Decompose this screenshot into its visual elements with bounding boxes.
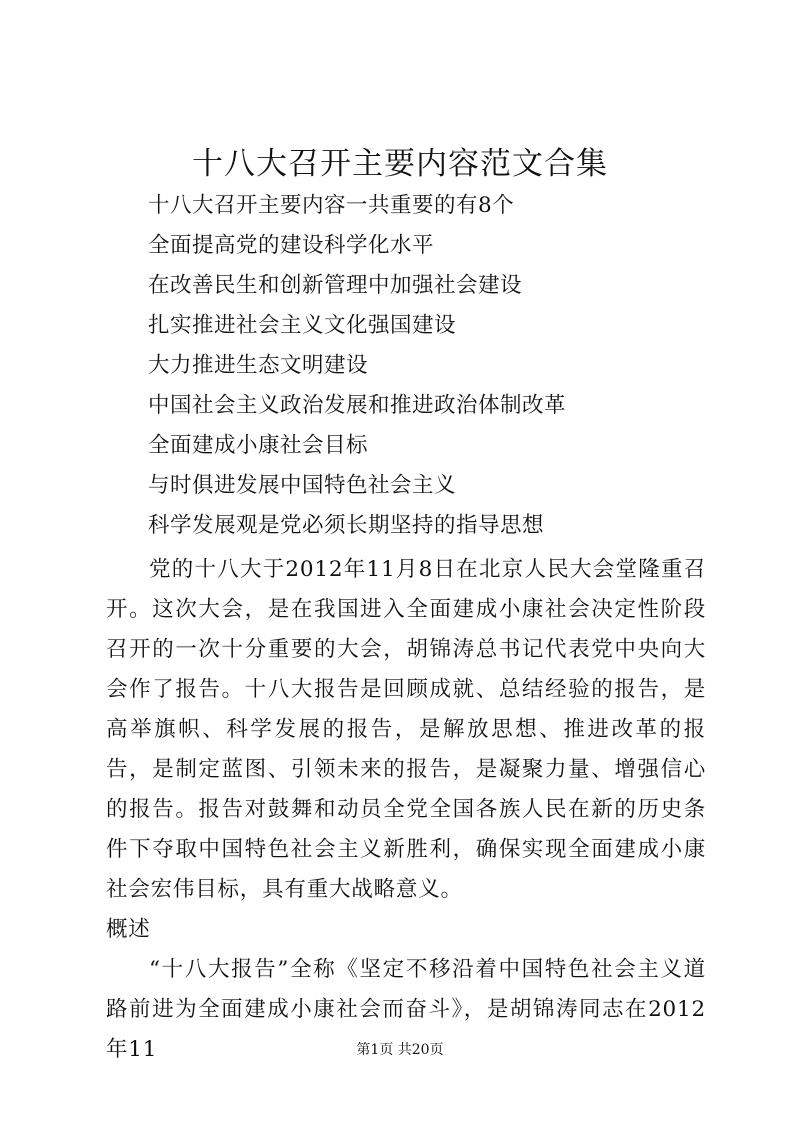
key-points-list	[148, 186, 566, 546]
section-heading-overview: 概述	[106, 917, 151, 942]
list-item: 大力推进生态文明建设	[148, 353, 369, 378]
list-item: 与时俱进发展中国特色社会主义	[148, 473, 457, 498]
paragraph-overview: “十八大报告”全称《坚定不移沿着中国特色社会主义道路前进为全面建成小康社会而奋斗》，是胡锦涛同志在2012年11	[106, 957, 706, 1062]
list-item: 十八大召开主要内容一共重要的有8个	[148, 193, 515, 218]
paragraph-intro: 党的十八大于2012年11月8日在北京人民大会堂隆重召开。这次大会，是在我国进入全面建成小康社会决定性阶段召开的一次十分重要的大会，胡锦涛总书记代表党中央向大会作了报告。十八大报告是回顾成就、总结经验的报告，是高举旗帜、科学发展的报告，是解放思想、推进改革的报告，是制定蓝图、引领未来的报告，是凝聚力量、增强信心的报告。报告对鼓舞和动员全党全国各族人民在新的历史条件下夺取中国特色社会主义新胜利，确保实现全面建成小康社会宏伟目标，具有重大战略意义。	[106, 557, 706, 902]
list-item: 全面建成小康社会目标	[148, 433, 369, 458]
list-item: 中国社会主义政治发展和推进政治体制改革	[148, 393, 567, 418]
page-title: 十八大召开主要内容范文合集	[192, 146, 608, 182]
list-item: 科学发展观是党必须长期坚持的指导思想	[148, 513, 545, 538]
body-text	[106, 550, 706, 1070]
list-item: 扎实推进社会主义文化强国建设	[148, 313, 457, 338]
page-footer	[0, 1040, 800, 1060]
list-item: 全面提高党的建设科学化水平	[148, 233, 435, 258]
page-number-label: 第1页 共20页	[356, 1042, 444, 1058]
list-item: 在改善民生和创新管理中加强社会建设	[148, 273, 523, 298]
